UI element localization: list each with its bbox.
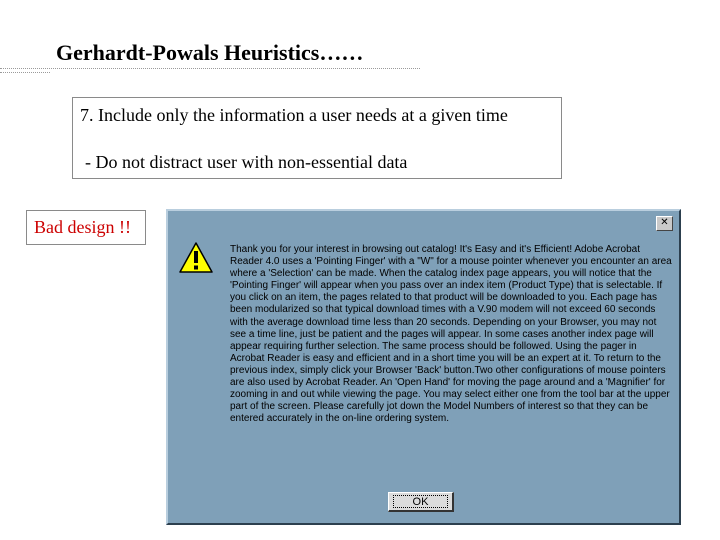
close-button[interactable]: ✕: [656, 216, 673, 231]
title-divider: [0, 68, 420, 69]
warning-dialog: [166, 209, 681, 525]
warning-icon: [178, 241, 214, 275]
heuristic-point-box: [72, 97, 562, 179]
ok-label: OK: [412, 495, 429, 508]
title-divider-accent: [0, 72, 50, 73]
slide-title: Gerhardt-Powals Heuristics……: [56, 40, 364, 65]
ok-button[interactable]: [388, 492, 454, 512]
dialog-message: Thank you for your interest in browsing out catalog! It's Easy and it's Efficient! Adobe Acrobat Reader 4.0 uses a 'Pointing Finger' with a "W" for a mouse pointer whenever you encounter an area where a 'Selection' can be made. When the catalog index page appears, you will notice that the 'Pointing Finger' will appear when you pass over an index item (Product Type) that is selectable. If you click on an item, the pages related to that product will be downloaded to you. Each page has been modularized so that typical download times with a V.90 modem will not exceed 60 seconds with the average download time less than 20 seconds. Depending on your Browser, you may not see a time line, just be patient and the pages will appear. In some cases another index page will appear requiring further selection. The same process should be followed. Using the pager in Acrobat Reader is easy and efficient and in a short time you will be an expert at it. To return to the previous index, simply click your Browser 'Back' button.Two other configurations of mouse pointers are also used by Acrobat Reader. An 'Open Hand' for moving the page around and a 'Magnifier' for zooming in and out while viewing the page. You may select either one from the tool bar at the upper part of the screen. Please carefully jot down the Model Numbers of interest so that they can be entered accurately in the on-line ordering system.: [230, 244, 672, 425]
ok-focus-ring: [393, 495, 448, 508]
heuristic-detail: - Do not distract user with non-essential data: [85, 152, 408, 172]
bad-design-callout: [26, 210, 146, 245]
bad-design-label: Bad design !!: [34, 217, 131, 237]
heuristic-heading: 7. Include only the information a user needs at a given time: [80, 105, 508, 125]
